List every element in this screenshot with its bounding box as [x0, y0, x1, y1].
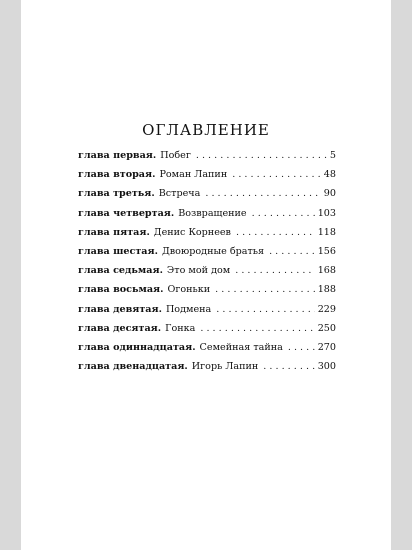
page-number: 5 [329, 150, 336, 161]
page-number: 300 [317, 361, 336, 373]
chapter-label: глава первая. [78, 150, 157, 161]
toc-entry-12 [78, 361, 336, 380]
chapter-title: Денис Корнеев [153, 226, 231, 238]
chapter-label: глава четвертая. [78, 207, 175, 219]
chapter-title: Встреча [158, 188, 201, 200]
dot-leader [216, 304, 314, 315]
chapter-label: глава двенадцатая. [78, 361, 188, 373]
dot-leader [232, 169, 321, 180]
chapter-title: Роман Лапин [159, 169, 228, 181]
toc-entry-4 [78, 208, 336, 227]
toc-list [78, 150, 336, 380]
chapter-title: Это мой дом [166, 265, 231, 277]
toc-title: ОГЛАВЛЕНИЕ [142, 121, 270, 139]
dot-leader [269, 246, 315, 257]
dot-leader [205, 188, 320, 199]
page-number: 90 [323, 188, 336, 200]
dot-leader [235, 265, 314, 276]
chapter-label: глава десятая. [78, 322, 162, 334]
page-number: 103 [317, 207, 336, 219]
toc-entry-10 [78, 323, 336, 342]
dot-leader [200, 323, 314, 334]
chapter-title: Побег [160, 150, 191, 161]
toc-entry-5 [78, 227, 336, 246]
chapter-label: глава седьмая. [78, 265, 163, 277]
page-number: 229 [317, 303, 336, 315]
page-number: 188 [317, 284, 336, 296]
chapter-title: Двоюродные братья [161, 245, 265, 257]
book-page [21, 0, 391, 550]
chapter-label: глава шестая. [78, 245, 158, 257]
toc-entry-7 [78, 265, 336, 284]
page-number: 156 [317, 245, 336, 257]
toc-entry-9 [78, 304, 336, 323]
dot-leader [215, 284, 315, 295]
toc-entry-8 [78, 284, 336, 303]
chapter-title: Гонка [165, 322, 196, 334]
chapter-title: Игорь Лапин [191, 361, 259, 373]
page-number: 250 [317, 322, 336, 334]
dot-leader [263, 361, 314, 372]
chapter-label: глава восьмая. [78, 284, 164, 296]
toc-entry-6 [78, 246, 336, 265]
chapter-label: глава девятая. [78, 303, 162, 315]
chapter-label: глава одиннадцатая. [78, 341, 196, 353]
dot-leader [288, 342, 315, 353]
dot-leader [196, 150, 327, 161]
toc-entry-2 [78, 169, 336, 188]
page-number: 168 [317, 265, 336, 277]
dot-leader [236, 227, 315, 238]
page-number: 270 [317, 341, 336, 353]
chapter-title: Огоньки [167, 284, 211, 296]
toc-entry-11 [78, 342, 336, 361]
chapter-title: Подмена [165, 303, 212, 315]
toc-entry-3 [78, 188, 336, 207]
chapter-label: глава пятая. [78, 226, 150, 238]
chapter-label: глава третья. [78, 188, 155, 200]
chapter-label: глава вторая. [78, 169, 156, 181]
chapter-title: Возвращение [178, 207, 247, 219]
page-number: 48 [323, 169, 336, 181]
chapter-title: Семейная тайна [199, 341, 283, 353]
page-number: 118 [317, 226, 336, 238]
toc-entry-1 [78, 150, 336, 169]
dot-leader [252, 208, 315, 219]
